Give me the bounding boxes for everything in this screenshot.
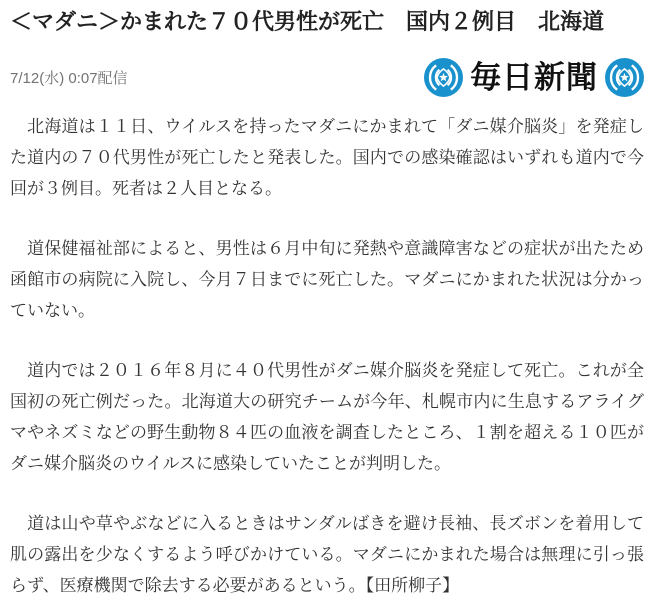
article-body [10,111,644,601]
mainichi-eye-icon [605,58,644,97]
article-paragraph: 道保健福祉部によると、男性は６月中旬に発熱や意識障害などの症状が出たため函館市の病院に入院し、今月７日までに死亡した。マダニにかまれた状況は分かっていない。 [10,239,644,320]
publish-date: 7/12(水) 0:07配信 [10,69,128,87]
article-paragraph: 北海道は１１日、ウイルスを持ったマダニにかまれて「ダニ媒介脳炎」を発症した道内の７０代男性が死亡したと発表した。国内での感染確認はいずれも道内で今回が３例目。死者は２人目となる。 [10,117,644,198]
article-meta-row [10,54,644,100]
article-paragraph: 道内では２０１６年８月に４０代男性がダニ媒介脳炎を発症して死亡。これが全国初の死亡例だった。北海道大の研究チームが今年、札幌市内に生息するアライグマやネズミなどの野生動物８４匹の血液を調査したところ、１割を超える１０匹がダニ媒介脳炎のウイルスに感染していたことが判明した。 [10,361,644,473]
source-logo-link[interactable] [424,58,644,97]
mainichi-eye-icon [424,58,463,97]
article-headline: ＜マダニ＞かまれた７０代男性が死亡 国内２例目 北海道 [10,9,605,34]
source-name: 毎日新聞 [470,59,598,95]
article-paragraph: 道は山や草やぶなどに入るときはサンダルばきを避け長袖、長ズボンを着用して肌の露出を少なくするよう呼びかけている。マダニにかまれた場合は無理に引っ張らず、医療機関で除去する必要があるという。【田所柳子】 [10,514,644,595]
